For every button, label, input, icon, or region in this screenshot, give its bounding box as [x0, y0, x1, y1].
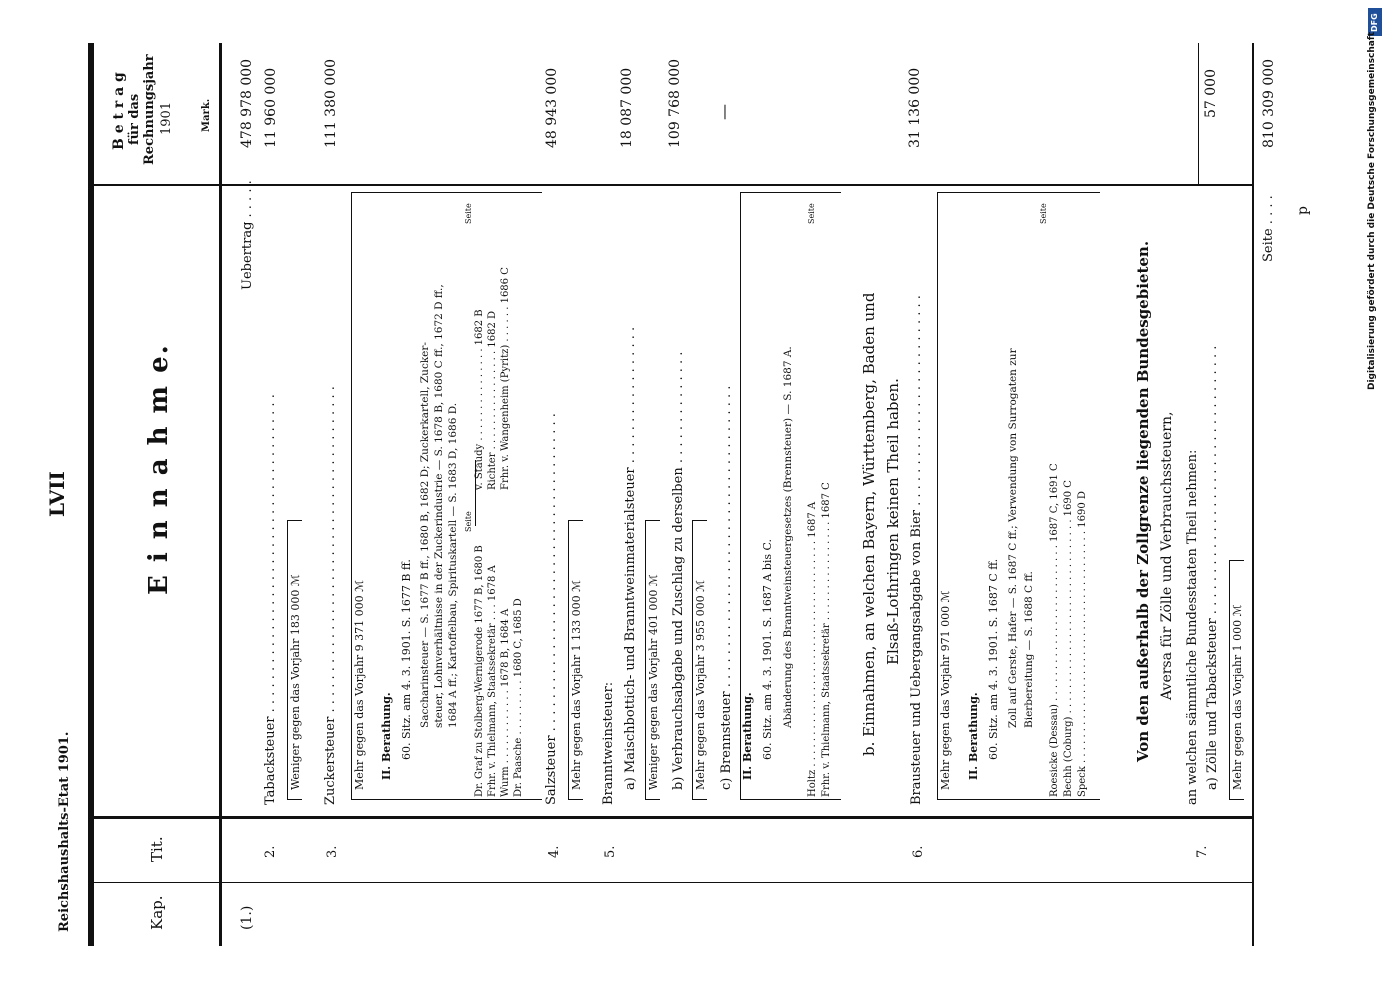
seite-total-label: Seite . . . . — [1261, 195, 1276, 262]
brannt-seite: Seite — [807, 203, 816, 224]
zucker-note: Mehr gegen das Vorjahr 9 371 000 ℳ — [353, 580, 366, 790]
zucker-label: Zuckersteuer . . . . . . . . . . . . . . . . . . . . . . . . . . . . . . . . . . . . . . . . — [323, 386, 338, 805]
aversa-a-value: 57 000 — [1203, 69, 1219, 118]
signature-mark: p — [1295, 206, 1311, 215]
page-number: LVII — [45, 471, 69, 517]
betrag-line-2: für das — [127, 93, 142, 145]
zucker-seite-1: Seite — [464, 511, 473, 532]
zucker-speaker-1: Dr. Graf zu Stolberg-Wernigerode 1677 B, 1680 B — [474, 545, 485, 797]
brannt-c-label: c) Brennsteuer . . . . . . . . . . . . . . . . . . . . . . . . . . . . . . . . . . . . . — [719, 385, 734, 790]
betrag-line-4: 1901 — [159, 101, 174, 135]
brannt-desc: Abänderung des Branntweinsteuergesetzes (Brennsteuer) — S. 1687 A. — [782, 346, 794, 728]
brau-berathung: II. Berathung. — [967, 692, 980, 780]
aversa-a-label: a) Zölle und Tabacksteuer . . . . . . . . . . . . . . . . . . . . . . . . . . . . . . . . . — [1205, 345, 1220, 790]
zucker-speaker-3: Wurm . . . . . . . . . . . . 1678 B, 1684 A — [500, 608, 511, 797]
frame-right-rule — [1252, 43, 1254, 946]
brannt-b-note: Mehr gegen das Vorjahr 3 955 000 ℳ — [694, 580, 707, 790]
zollgrenze-heading: Von den außerhalb der Zollgrenze liegenden Bundesgebieten. — [1134, 240, 1152, 762]
brannt-berathung: II. Berathung. — [741, 692, 754, 780]
aversa-heading-2: an welchen sämmtliche Bundesstaaten Theil nehmen: — [1185, 449, 1200, 805]
header-tit: Tit. — [148, 836, 166, 862]
tabak-label: Tabacksteuer . . . . . . . . . . . . . . . . . . . . . . . . . . . . . . . . . . . . . . . — [263, 394, 278, 805]
tit-6: 6. — [911, 845, 926, 858]
brau-sitzung: 60. Sitz. am 4. 3. 1901. S. 1687 C ff. — [987, 558, 1000, 760]
zucker-value: 111 380 000 — [323, 58, 339, 148]
zucker-speaker-2: Frhr. v. Thielmann, Staatssekretär . . . 1678 A — [487, 565, 498, 797]
tit-2: 2. — [263, 845, 278, 858]
dfg-logo-text: DFG — [1370, 13, 1379, 32]
zucker-speaker-5: v. Staudy . . . . . . . . . . . . . . . 1682 B — [474, 309, 485, 490]
brannt-b-value: 109 768 000 — [667, 58, 683, 148]
aversa-note: Mehr gegen das Vorjahr 1 000 ℳ — [1231, 604, 1244, 790]
brau-seite: Seite — [1039, 203, 1048, 224]
aversa-heading: Aversa für Zölle und Verbrauchssteuern, — [1159, 411, 1175, 700]
brau-desc-1: Zoll auf Gerste, Hafer — S. 1687 C ff.; Verwendung von Surrogaten zur — [1007, 348, 1019, 728]
frame-left-rule — [88, 43, 94, 946]
tit-7: 7. — [1195, 845, 1210, 858]
betrag-line-5: Mark. — [201, 98, 212, 132]
zucker-desc-2: steuer, Lohnverhältnisse in der Zuckerindustrie — S. 1678 B, 1680 C ff., 1672 D ff., — [433, 284, 445, 728]
tit-4: 4. — [547, 845, 562, 858]
kap-value: (1.) — [239, 905, 255, 930]
zucker-desc-1: Saccharinsteuer — S. 1677 B ff., 1680 B, 1682 D; Zuckerkartell, Zucker- — [419, 342, 431, 728]
seite-total-value: 810 309 000 — [1261, 58, 1277, 148]
zucker-berathung: II. Berathung. — [380, 692, 393, 780]
salz-label: Salzsteuer . . . . . . . . . . . . . . . . . . . . . . . . . . . . . . . . . . . . . . . — [544, 413, 559, 805]
running-title: Reichshaushalts-Etat 1901. — [57, 731, 72, 932]
zucker-desc-3: 1684 A ff.; Kartoffelbau, Spirituskartell — S. 1683 D, 1686 D. — [447, 402, 459, 728]
uebertrag-label: Uebertrag . . . . . — [240, 180, 255, 290]
brannt-a-value: 18 087 000 — [619, 67, 635, 148]
zucker-speaker-6: Richter . . . . . . . . . . . . . . . . 1682 D — [487, 310, 498, 490]
brannt-sitzung: 60. Sitz. am 4. 3. 1901. S. 1687 A bis C. — [761, 539, 774, 760]
zucker-speaker-7: Frhr. v. Wangenheim (Pyritz) . . . . . . 1686 C — [500, 267, 511, 490]
header-rule — [94, 816, 1254, 819]
brau-speaker-3: Speck . . . . . . . . . . . . . . . . . . . . . . . . . . . . . . . . . . . . . 1690 D — [1077, 491, 1088, 797]
brannt-speaker-1: Holtz . . . . . . . . . . . . . . . . . . . . . . . . . . . . . . . . . . . . 1687 A — [807, 501, 818, 797]
brau-speaker-2: Bechh (Coburg) . . . . . . . . . . . . . . . . . . . . . . . . . . . . . . . 1690 C — [1063, 480, 1074, 797]
brannt-c-value: — — [714, 104, 733, 120]
bottom-total-rule — [1198, 43, 1199, 186]
brau-speaker-1: Roesicke (Dessau) . . . . . . . . . . . . . . . . . . . . . . . . . 1687 C, 1691 C — [1049, 463, 1060, 797]
zucker-seite-2: Seite — [464, 203, 473, 224]
brau-label: Brausteuer und Uebergangsabgabe von Bier . . . . . . . . . . . . . . . . . . . . . . . . . . — [909, 295, 924, 805]
brannt-a-label: a) Maischbottich- und Branntweinmaterialsteuer . . . . . . . . . . . . . . . . . — [623, 326, 638, 790]
salz-note: Mehr gegen das Vorjahr 1 133 000 ℳ — [570, 580, 583, 790]
header-rule-top — [94, 184, 1254, 186]
zucker-sitzung: 60. Sitz. am 4. 3. 1901. S. 1677 B ff. — [400, 559, 413, 760]
betrag-line-1: B e t r a g — [111, 72, 127, 150]
header-section-title: E i n n a h m e. — [144, 343, 174, 595]
betrag-line-3: Rechnungsjahr — [142, 54, 157, 165]
tabak-value: 11 960 000 — [263, 67, 279, 148]
tit-col-rule — [94, 882, 1254, 883]
zucker-speaker-4: Dr. Paasche . . . . . . . . . 1680 C, 1685 D — [513, 598, 524, 797]
section-b-heading-2: Elsaß-Lothringen keinen Theil haben. — [884, 378, 902, 665]
digitization-notice: Digitalisierung gefördert durch die Deutsche Forschungsgemeinschaft — [1367, 31, 1377, 390]
tabak-note: Weniger gegen das Vorjahr 183 000 ℳ — [289, 574, 302, 790]
brannt-speaker-2: Frhr. v. Thielmann, Staatssekretär . . . . . . . . . . . . . . . . 1687 C — [821, 482, 832, 797]
header-kap: Kap. — [148, 895, 166, 930]
tit-5: 5. — [603, 845, 618, 858]
brannt-label: Branntweinsteuer: — [601, 681, 616, 805]
header-divider — [219, 43, 222, 946]
section-b-heading-1: b. Einnahmen, an welchen Bayern, Württemberg, Baden und — [860, 292, 878, 756]
salz-value: 48 943 000 — [544, 67, 560, 148]
brau-desc-2: Bierbereitung — S. 1688 C ff. — [1023, 571, 1035, 728]
brannt-b-label: b) Verbrauchsabgabe und Zuschlag zu derselben . . . . . . . . . . . . . . — [671, 351, 686, 790]
uebertrag-value: 478 978 000 — [239, 58, 255, 148]
brau-note: Mehr gegen das Vorjahr 971 000 ℳ — [939, 590, 952, 790]
brannt-a-note: Weniger gegen das Vorjahr 401 000 ℳ — [647, 574, 660, 790]
brau-value: 31 136 000 — [907, 67, 923, 148]
tit-3: 3. — [325, 845, 340, 858]
